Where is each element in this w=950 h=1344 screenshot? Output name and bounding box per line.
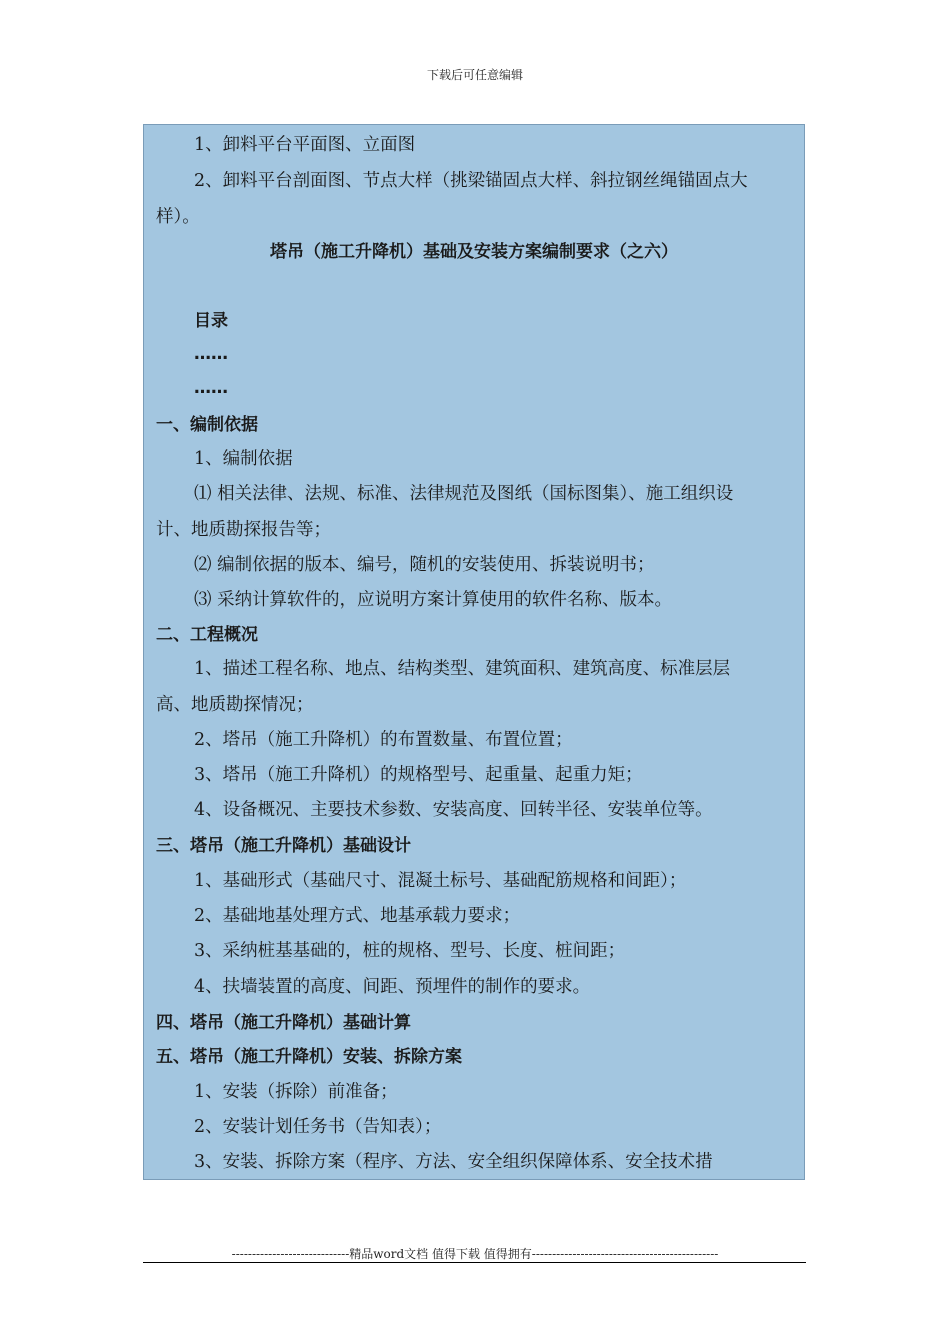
heading-basis: 一、编制依据 [156, 415, 258, 435]
heading-foundation-design: 三、塔吊（施工升降机）基础设计 [156, 836, 411, 856]
install-item-3: 3、安装、拆除方案（程序、方法、安全组织保障体系、安全技术措 [194, 1152, 713, 1172]
design-item-3: 3、采纳桩基基础的，桩的规格、型号、长度、桩间距； [194, 941, 626, 961]
footer-rule [143, 1262, 806, 1263]
overview-item-1-cont: 高、地质勘探情况； [156, 695, 314, 715]
heading-foundation-calc: 四、塔吊（施工升降机）基础计算 [156, 1013, 411, 1033]
toc-ellipsis-1: …… [194, 344, 228, 364]
basis-sub-1-cont: 计、地质勘探报告等； [156, 520, 331, 540]
design-item-4: 4、扶墙装置的高度、间距、预埋件的制作的要求。 [194, 977, 591, 997]
install-item-1: 1、安装（拆除）前准备； [194, 1082, 398, 1102]
overview-item-4: 4、设备概况、主要技术参数、安装高度、回转半径、安装单位等。 [194, 800, 713, 820]
design-item-1: 1、基础形式（基础尺寸、混凝土标号、基础配筋规格和间距）； [194, 871, 687, 891]
overview-item-2: 2、塔吊（施工升降机）的布置数量、布置位置； [194, 730, 573, 750]
install-item-2: 2、安装计划任务书（告知表）； [194, 1117, 442, 1137]
drawing-item-2-cont: 样）。 [156, 207, 200, 227]
basis-item-1: 1、编制依据 [194, 449, 293, 469]
heading-overview: 二、工程概况 [156, 625, 258, 645]
section-title: 塔吊（施工升降机）基础及安装方案编制要求（之六） [270, 242, 678, 262]
basis-sub-3: ⑶ 采纳计算软件的，应说明方案计算使用的软件名称、版本。 [194, 590, 673, 610]
drawing-item-2: 2、卸料平台剖面图、节点大样（挑梁锚固点大样、斜拉钢丝绳锚固点大 [194, 171, 748, 191]
toc-ellipsis-2: …… [194, 378, 228, 398]
basis-sub-1: ⑴ 相关法律、法规、标准、法律规范及图纸（国标图集）、施工组织设 [194, 484, 734, 504]
overview-item-3: 3、塔吊（施工升降机）的规格型号、起重量、起重力矩； [194, 765, 643, 785]
toc-heading: 目录 [194, 311, 228, 331]
page-header: 下载后可任意编辑 [426, 68, 523, 82]
heading-install-plan: 五、塔吊（施工升降机）安装、拆除方案 [156, 1047, 462, 1067]
design-item-2: 2、基础地基处理方式、地基承载力要求； [194, 906, 521, 926]
drawing-item-1: 1、卸料平台平面图、立面图 [194, 135, 416, 155]
basis-sub-2: ⑵ 编制依据的版本、编号，随机的安装使用、拆装说明书； [194, 555, 655, 575]
page-footer: -----------------------------精品word文档 值得下载 值得拥有---------------------------------------------- [231, 1247, 719, 1261]
overview-item-1: 1、描述工程名称、地点、结构类型、建筑面积、建筑高度、标准层层 [194, 659, 731, 679]
content-box [143, 124, 805, 1180]
